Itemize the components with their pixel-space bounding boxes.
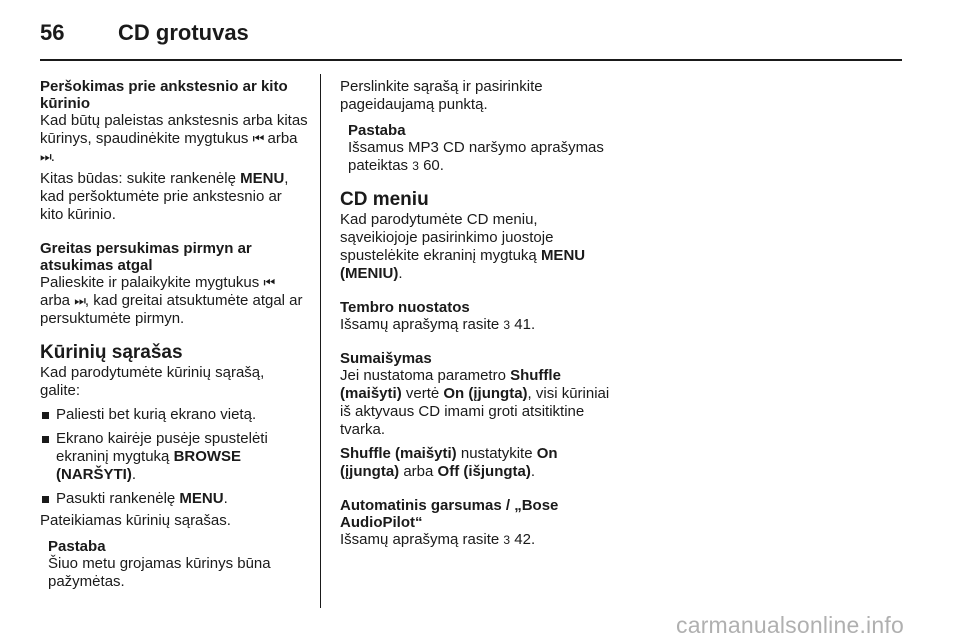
section-heading-track-list: Kūrinių sąrašas — [40, 342, 183, 363]
note-box — [40, 538, 308, 591]
paragraph: Išsamų aprašymą rasite 3 42. — [340, 531, 536, 548]
page-number: 56 — [40, 20, 65, 45]
control-label: MENU — [240, 170, 285, 187]
bullet-icon — [42, 412, 49, 419]
note-text: Šiuo metu grojamas kūrinys būna pažymėtas. — [48, 555, 271, 590]
previous-track-icon: ⏮ — [252, 131, 264, 146]
header-divider — [40, 59, 902, 61]
control-label: On (įjungta) — [443, 385, 528, 402]
control-label: Shuffle (maišyti) — [340, 445, 457, 462]
section-heading-shuffle: Sumaišymas — [340, 350, 432, 367]
section-heading-tone: Tembro nuostatos — [340, 299, 470, 316]
section-heading-auto-volume: Automatinis garsumas / „Bose AudioPilot“ — [340, 497, 559, 531]
page-header — [40, 14, 902, 58]
control-label: BROWSE (NARŠYTI) — [56, 448, 242, 483]
note-box — [340, 122, 612, 175]
control-label: Off (išjungta) — [437, 463, 531, 480]
list-item: Ekrano kairėje pusėje spustelėti ekraninį mygtuką BROWSE (NARŠYTI). — [40, 430, 308, 484]
control-label: On (įjungta) — [340, 445, 558, 480]
right-column — [340, 78, 612, 549]
watermark: carmanualsonline.info — [676, 612, 904, 638]
paragraph: Shuffle (maišyti) nustatykite On (įjungta) arba Off (išjungta). — [340, 445, 558, 480]
control-label: MENU — [179, 490, 224, 507]
paragraph: Jei nustatoma parametro Shuffle (maišyti) vertė On (įjungta), visi kūriniai iš aktyvaus CD imami groti atsitiktine tvarka. — [340, 367, 610, 438]
paragraph: Išsamų aprašymą rasite 3 41. — [340, 316, 536, 333]
paragraph: Kitas būdas: sukite rankenėlę MENU, kad peršoktumėte prie ankstesnio ar kito kūrinio. — [40, 170, 289, 223]
next-track-icon: ⏭ — [74, 293, 85, 308]
next-track-icon: ⏭ — [40, 149, 51, 164]
paragraph: Kad parodytumėte CD meniu, sąveikiojoje pasirinkimo juostoje spustelėkite ekraninį mygtuką MENU (MENIU). — [340, 211, 586, 282]
paragraph: Perslinkite sąrašą ir pasirinkite pageidaujamą punktą. — [340, 78, 543, 113]
section-heading-prev-next: Peršokimas prie ankstesnio ar kito kūrinio — [40, 78, 288, 112]
page-reference-arrow-icon: 3 — [412, 159, 419, 173]
section-heading-cd-menu: CD meniu — [340, 189, 429, 210]
page-reference-arrow-icon: 3 — [503, 318, 511, 332]
control-label: Shuffle (maišyti) — [340, 367, 561, 402]
note-title: Pastaba — [348, 122, 406, 139]
paragraph: Kad parodytumėte kūrinių sąrašą, galite: — [40, 364, 265, 399]
control-label: MENU (MENIU) — [340, 247, 586, 282]
paragraph: Pateikiamas kūrinių sąrašas. — [40, 512, 231, 529]
left-column — [40, 78, 308, 591]
paragraph: Palieskite ir palaikykite mygtukus ⏮ arba ⏭, kad greitai atsuktumėte atgal ar persuktumėte pirmyn. — [40, 274, 303, 327]
note-title: Pastaba — [48, 538, 106, 555]
note-text: Išsamus MP3 CD naršymo aprašymas pateiktas 3 60. — [348, 139, 604, 174]
bullet-icon — [42, 436, 49, 443]
list-item: Paliesti bet kurią ekrano vietą. — [40, 406, 308, 424]
list-item: Pasukti rankenėlę MENU. — [40, 490, 308, 508]
column-divider — [320, 74, 321, 608]
section-heading-seek: Greitas persukimas pirmyn ar atsukimas atgal — [40, 240, 252, 274]
chapter-title: CD grotuvas — [118, 20, 249, 45]
paragraph: Kad būtų paleistas ankstesnis arba kitas kūrinys, spaudinėkite mygtukus ⏮ arba ⏭. — [40, 112, 308, 165]
page-reference-arrow-icon: 3 — [503, 533, 511, 547]
previous-track-icon: ⏮ — [263, 275, 275, 290]
bullet-icon — [42, 496, 49, 503]
